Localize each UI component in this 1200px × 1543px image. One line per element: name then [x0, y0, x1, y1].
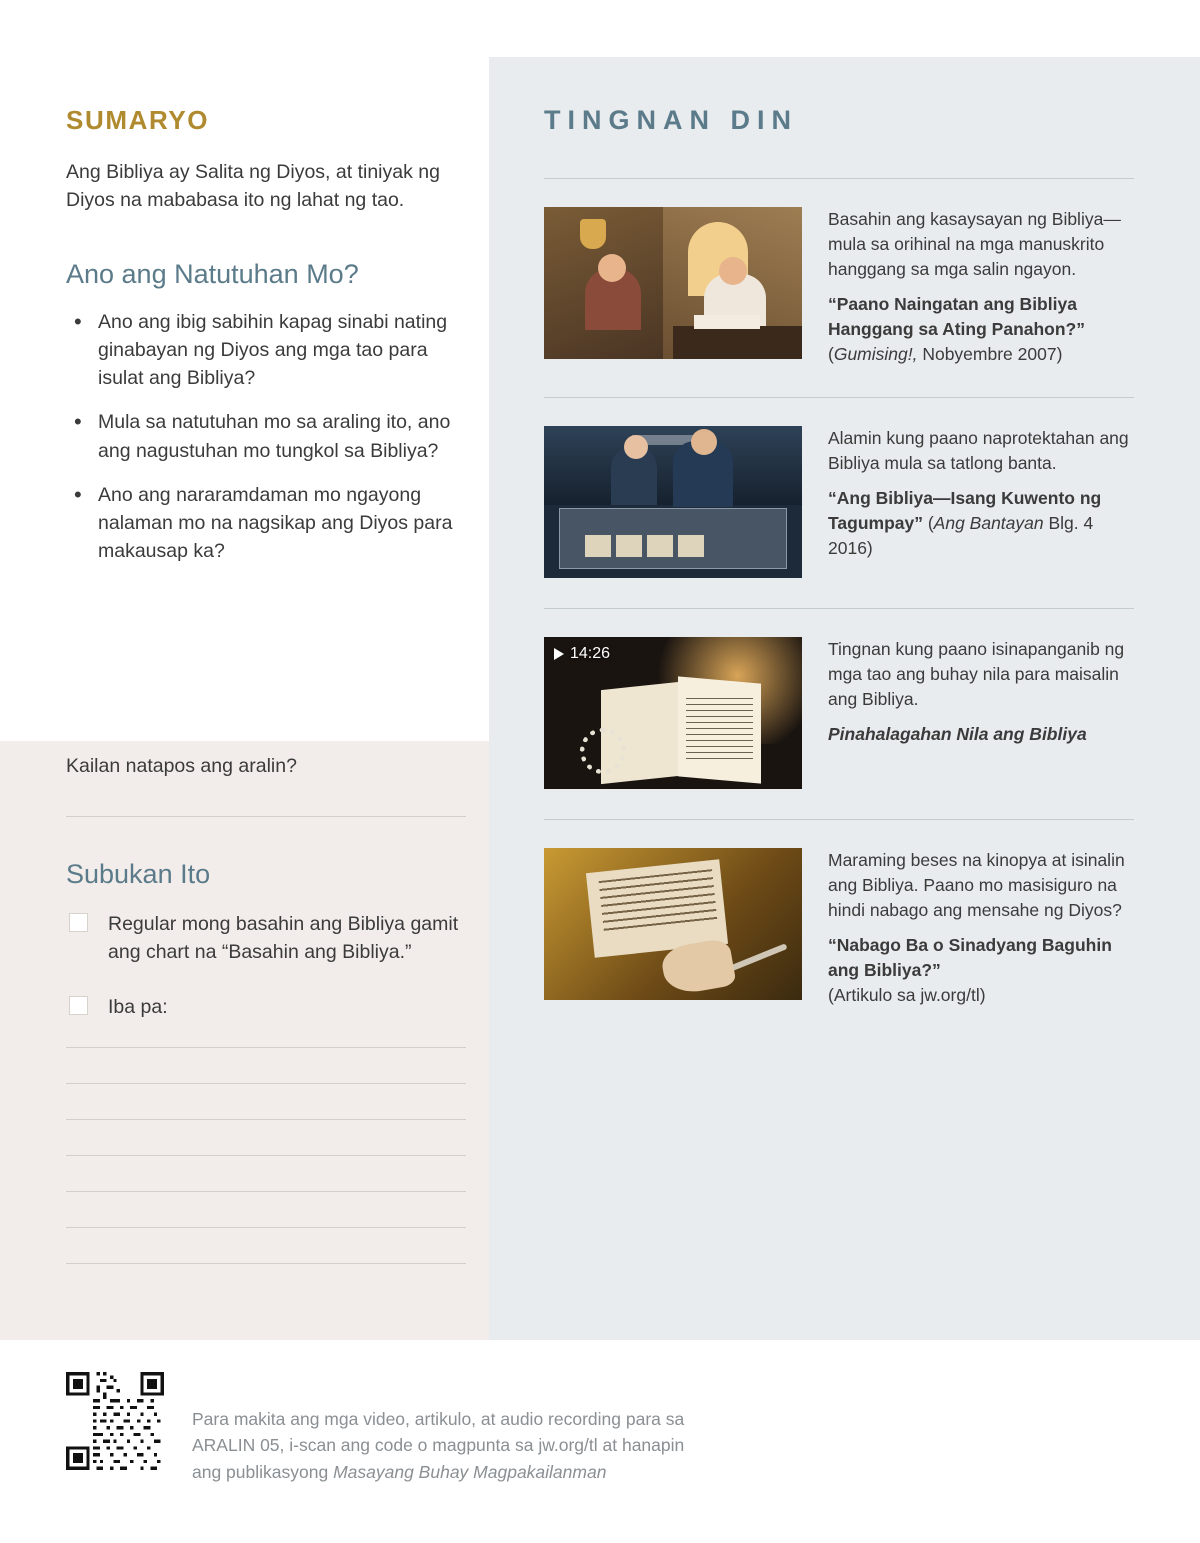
write-line[interactable] [66, 1155, 466, 1191]
divider [66, 816, 466, 817]
list-item: • Ano ang nararamdaman mo ngayong nalaman mo na nagsikap ang Diyos para makausap ka? [66, 481, 466, 566]
checklist-item-other[interactable] [66, 993, 466, 1021]
source-publication: Ang Bantayan [933, 513, 1044, 534]
source-open-paren: ( [828, 344, 834, 365]
footer-line-3-prefix: ang publikasyong [192, 1461, 334, 1482]
entry-title: “Paano Naingatan ang Bibliya Hanggang sa Ating Panahon?” [828, 294, 1085, 340]
list-item: • Ano ang ibig sabihin kapag sinabi nating ginabayan ng Diyos ang mga tao para isulat ang Bibliya? [66, 308, 466, 393]
see-also-title: TINGNAN DIN [544, 105, 798, 135]
footer-line-3 [192, 1459, 684, 1485]
source-publication: Gumising!, [833, 344, 918, 365]
publication-title: Masayang Buhay Magpakailanman [333, 1461, 607, 1482]
play-icon [554, 648, 564, 660]
learned-question-list [66, 308, 466, 566]
try-it-heading: Subukan Ito [66, 859, 211, 889]
entry-source [828, 486, 1134, 561]
see-also-column [544, 105, 1134, 1038]
scribes-illustration[interactable] [544, 207, 802, 359]
write-in-lines[interactable] [66, 1047, 466, 1299]
footer-line-2: ARALIN 05, i-scan ang code o magpunta sa jw.org/tl at hanapin [192, 1435, 685, 1456]
footer [66, 1372, 1136, 1485]
what-did-you-learn-heading: Ano ang Natutuhan Mo? [66, 258, 359, 289]
video-duration-badge [554, 645, 610, 663]
entry-source: (Artikulo sa jw.org/tl) [828, 985, 986, 1006]
entry-text [828, 426, 1134, 578]
qr-code-icon [66, 1372, 164, 1470]
video-duration-label: 14:26 [570, 645, 611, 663]
see-also-entry[interactable] [544, 609, 1134, 819]
museum-display-photo[interactable] [544, 426, 802, 578]
summary-text: Ang Bibliya ay Salita ng Diyos, at tiniyak ng Diyos na mababasa ito ng lahat ng tao. [66, 161, 440, 212]
summary-title: SUMARYO [66, 105, 210, 135]
entry-text [828, 848, 1134, 1008]
entry-description: Basahin ang kasaysayan ng Bibliya—mula sa orihinal na mga manuskrito hanggang sa mga salin ngayon. [828, 209, 1121, 280]
source-issue: Nobyembre 2007) [917, 344, 1063, 365]
write-line[interactable] [66, 1263, 466, 1299]
entry-text [828, 207, 1134, 367]
checklist-item-label: Regular mong basahin ang Bibliya gamit ang chart na “Basahin ang Bibliya.” [108, 913, 459, 964]
write-line[interactable] [66, 1191, 466, 1227]
footer-text [192, 1372, 684, 1485]
entry-source [828, 342, 1134, 367]
write-line[interactable] [66, 1047, 466, 1083]
entry-title: Pinahalagahan Nila ang Bibliya [828, 724, 1087, 745]
checkbox-icon[interactable] [69, 996, 88, 1015]
entry-description: Maraming beses na kinopya at isinalin ang Bibliya. Paano mo masisiguro na hindi nabago ang mensahe ng Diyos? [828, 850, 1125, 921]
scribe-copying-manuscript[interactable] [544, 848, 802, 1000]
qr-code[interactable] [66, 1372, 164, 1470]
write-line[interactable] [66, 1119, 466, 1155]
lesson-completed-question: Kailan natapos ang aralin? [66, 755, 297, 777]
entry-title: “Ang Bibliya—Isang Kuwento ng Tagumpay” [828, 488, 1102, 534]
open-bible-video[interactable] [544, 637, 802, 789]
notes-block [66, 755, 466, 1299]
source-open-paren: ( [922, 513, 934, 534]
see-also-entry[interactable] [544, 398, 1134, 608]
left-column [66, 105, 466, 582]
see-also-entry[interactable] [544, 820, 1134, 1038]
entry-text [828, 637, 1134, 789]
checklist-item-read-bible[interactable] [66, 910, 466, 967]
entry-title: “Nabago Ba o Sinadyang Baguhin ang Bibliya?” [828, 935, 1112, 981]
write-line[interactable] [66, 1227, 466, 1263]
entry-description: Tingnan kung paano isinapanganib ng mga tao ang buhay nila para maisalin ang Bibliya. [828, 639, 1125, 710]
checklist-item-label: Iba pa: [108, 995, 168, 1018]
source-issue: Blg. 4 2016) [828, 513, 1094, 559]
footer-line-1: Para makita ang mga video, artikulo, at audio recording para sa [192, 1409, 685, 1429]
write-line[interactable] [66, 1083, 466, 1119]
see-also-entry[interactable] [544, 179, 1134, 397]
entry-description: Alamin kung paano naprotektahan ang Bibliya mula sa tatlong banta. [828, 428, 1129, 474]
checkbox-icon[interactable] [69, 913, 88, 932]
list-item: • Mula sa natutuhan mo sa araling ito, ano ang nagustuhan mo tungkol sa Bibliya? [66, 408, 466, 465]
